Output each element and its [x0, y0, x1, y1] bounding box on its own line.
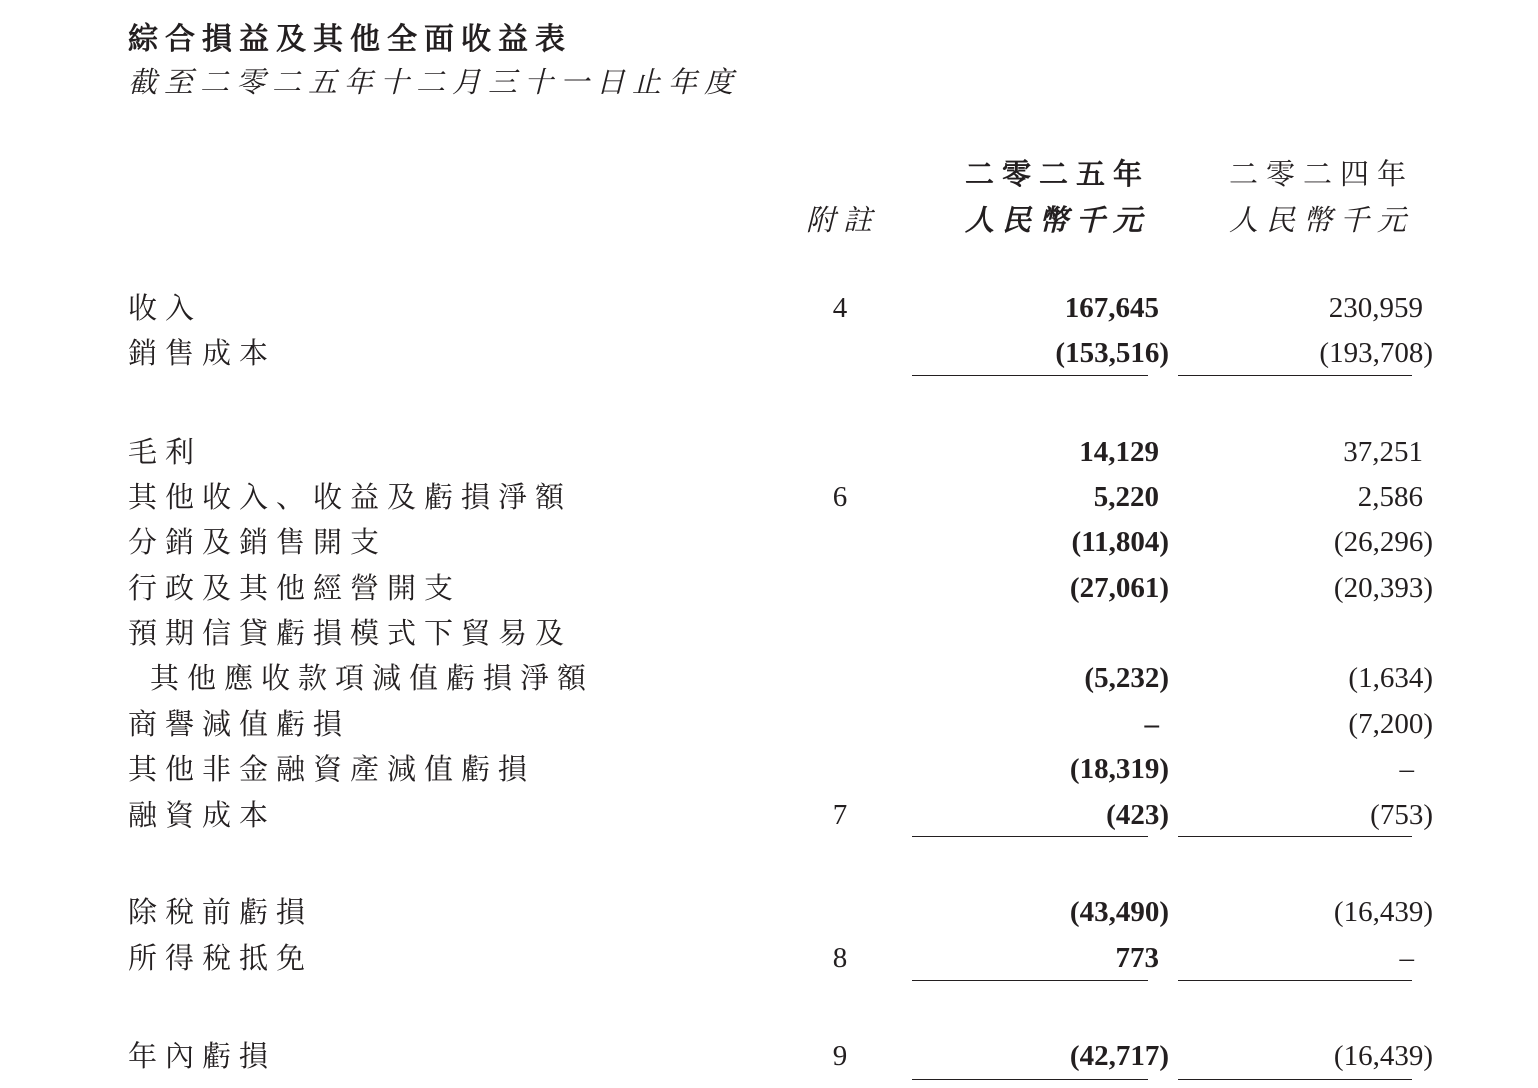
row-note: 8: [832, 942, 848, 974]
table-row: [0, 702, 1538, 746]
table-row: [0, 520, 1538, 564]
total-rule: [912, 1079, 1148, 1080]
value-2024: (16,439): [1333, 1040, 1433, 1072]
table-row: [0, 747, 1538, 791]
header-currency-2024: 人民幣千元: [1228, 203, 1414, 237]
row-note: 9: [832, 1040, 848, 1072]
row-label: 商譽減值虧損: [128, 707, 351, 741]
header-year-2024: 二零二四年: [1228, 157, 1414, 191]
table-row: [0, 936, 1538, 980]
value-2025: (153,516): [1055, 337, 1169, 369]
table-row: [0, 286, 1538, 330]
value-2025: 5,220: [1093, 481, 1159, 513]
statement-period: 截至二零二五年十二月三十一日止年度: [128, 65, 741, 99]
value-2025: (43,490): [1069, 896, 1169, 928]
row-label: 除稅前虧損: [128, 895, 314, 929]
value-2025: 773: [1115, 942, 1159, 974]
value-2025: (27,061): [1069, 572, 1169, 604]
total-rule: [1178, 1079, 1412, 1080]
row-label: 毛利: [128, 435, 203, 469]
value-2024: 230,959: [1328, 292, 1423, 324]
row-label: 行政及其他經營開支: [128, 571, 462, 605]
subtotal-rule: [912, 836, 1148, 837]
value-2024: (1,634): [1348, 662, 1433, 694]
table-row: [0, 656, 1538, 700]
value-2025: (423): [1106, 799, 1169, 831]
value-2024: (753): [1370, 799, 1433, 831]
row-label: 預期信貸虧損模式下貿易及: [128, 616, 573, 650]
value-2025: (5,232): [1084, 662, 1169, 694]
value-2024: –: [1399, 942, 1414, 974]
row-label: 其他應收款項減值虧損淨額: [150, 661, 595, 695]
value-2024: (20,393): [1333, 572, 1433, 604]
subtotal-rule: [1178, 980, 1412, 981]
row-label: 年內虧損: [128, 1039, 277, 1073]
value-2024: –: [1399, 753, 1414, 785]
row-label: 分銷及銷售開支: [128, 525, 388, 559]
row-label: 收入: [128, 291, 203, 325]
table-row: [0, 793, 1538, 837]
row-label: 銷售成本: [128, 336, 277, 370]
row-label: 其他收入、收益及虧損淨額: [128, 480, 573, 514]
table-row: [0, 890, 1538, 934]
value-2025: (42,717): [1069, 1040, 1169, 1072]
subtotal-rule: [912, 980, 1148, 981]
row-note: 4: [832, 292, 848, 324]
header-currency-2025: 人民幣千元: [964, 203, 1150, 237]
header-note: 附註: [806, 203, 881, 237]
row-label: 融資成本: [128, 798, 277, 832]
value-2025: (18,319): [1069, 753, 1169, 785]
value-2024: (26,296): [1333, 526, 1433, 558]
value-2024: (193,708): [1319, 337, 1433, 369]
subtotal-rule: [912, 375, 1148, 376]
row-label: 所得稅抵免: [128, 941, 314, 975]
subtotal-rule: [1178, 375, 1412, 376]
value-2024: 37,251: [1343, 436, 1423, 468]
value-2025: 14,129: [1079, 436, 1159, 468]
row-note: 6: [832, 481, 848, 513]
table-row: [0, 566, 1538, 610]
header-year-2025: 二零二五年: [964, 157, 1150, 191]
value-2025: –: [1144, 708, 1159, 740]
value-2024: (7,200): [1348, 708, 1433, 740]
value-2024: 2,586: [1357, 481, 1423, 513]
value-2024: (16,439): [1333, 896, 1433, 928]
row-label: 其他非金融資產減值虧損: [128, 752, 536, 786]
table-row: [0, 475, 1538, 519]
value-2025: (11,804): [1071, 526, 1169, 558]
subtotal-rule: [1178, 836, 1412, 837]
table-row: [0, 430, 1538, 474]
table-row: [0, 331, 1538, 375]
table-row: [0, 611, 1538, 655]
row-note: 7: [832, 799, 848, 831]
statement-title: 綜合損益及其他全面收益表: [128, 22, 572, 57]
value-2025: 167,645: [1064, 292, 1159, 324]
table-row: [0, 1034, 1538, 1078]
